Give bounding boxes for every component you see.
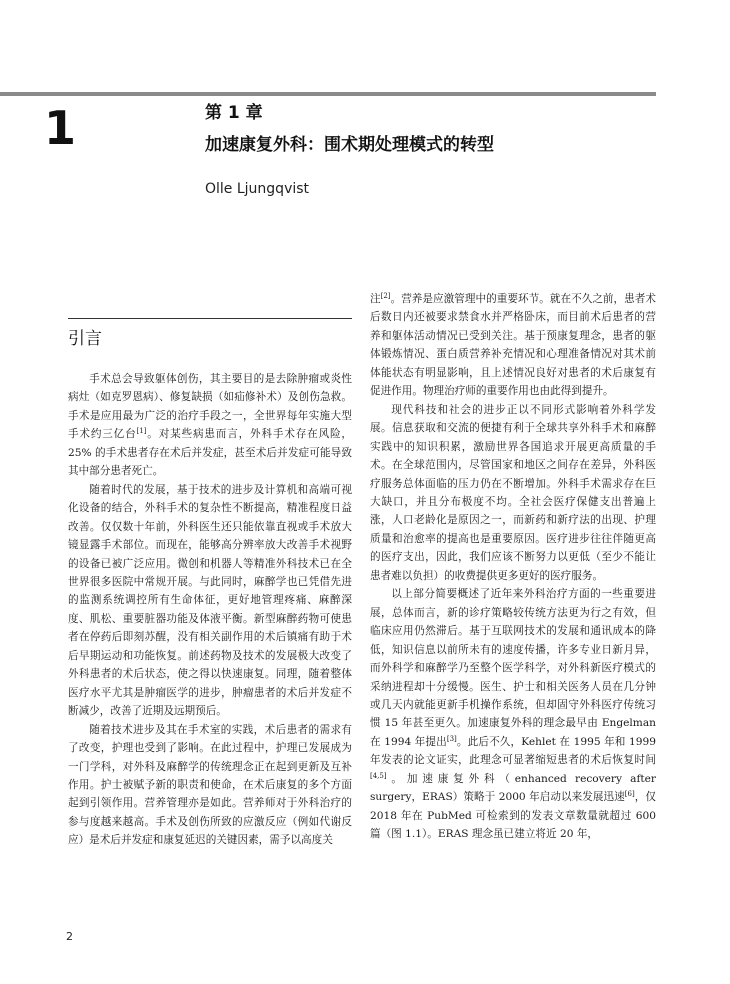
paragraph: 现代科技和社会的进步正以不同形式影响着外科学发展。信息获取和交流的便捷有利于全球共享外科手术和麻醉实践中的知识积累，激励世界各国追求开展更高质量的手术。在全球范围内，尽管国家和地区之间存在差异，外科医疗服务总体面临的压力仍在不断增加。外科手术需求存在巨大缺口，并且分布极度不均。全社会医疗保健支出普遍上涨，人口老龄化是原因之一，而新药和新疗法的出现、护理质量和治愈率的提高也是重要原因。医疗进步往往伴随更高的医疗支出，因此，我们应该不断努力以更低（至少不能让患者难以负担）的收费提供更多更好的医疗服务。: [370, 403, 656, 582]
left-column: [68, 318, 352, 850]
paragraph: 注[2]。营养是应激管理中的重要环节。就在不久之前，患者术后数日内还被要求禁食水并严格卧床，而目前术后患者的营养和躯体活动情况已受到关注。基于预康复理念，患者的躯体锻炼情况、蛋白质营养补充情况和心理准备情况对其术前体能状态有明显影响，且上述情况良好对患者的术后康复有促进作用。物理治疗师的重要作用也由此得到提升。: [370, 292, 657, 398]
chapter-title: 加速康复外科：围术期处理模式的转型: [205, 135, 494, 155]
paragraph: 手术总会导致躯体创伤，其主要目的是去除肿瘤或炎性病灶（如克罗恩病）、修复缺损（如疝修补术）及创伤急救。手术是应用最为广泛的治疗手段之一，全世界每年实施大型手术约三亿台[1]。对某些病患而言，外科手术存在风险，25% 的手术患者存在术后并发症，甚至术后并发症可能导致其中部分患者死亡。: [68, 373, 353, 478]
section-title: 引言: [68, 329, 102, 349]
citation: [2]: [380, 292, 391, 300]
page-number: 2: [66, 930, 73, 943]
paragraph: 随着技术进步及其在手术室的实践，术后患者的需求有了改变，护理也受到了影响。在此过程中，护理已发展成为一门学科，对外科及麻醉学的传统理念正在起到更新及互补作用。护士被赋予新的职责和使命，在术后康复的多个方面起到引领作用。营养管理亦是如此。营养师对于外科治疗的参与度越来越高。手术及创伤所致的应激反应（例如代谢反应）是术后并发症和康复延迟的关键因素，需予以高度关: [68, 723, 352, 847]
author-name: Olle Ljungqvist: [205, 181, 310, 197]
paragraph: 以上部分简要概述了近年来外科治疗方面的一些重要进展，总体而言，新的诊疗策略较传统方法更为行之有效，但临床应用仍然滞后。基于互联网技术的发展和通讯成本的降低，知识信息以前所未有的速度传播，许多专业日新月异，而外科学和麻醉学乃至整个医学科学，对外科新医疗模式的采纳进程却十分缓慢。医生、护士和相关医务人员在几分钟或几天内就能更新手机操作系统，但却固守外科医疗传统习惯 15 年甚至更久。加速康复外科的理念最早由 Engelman 在 1994 年提出[3]。此后不久，Kehlet 在 1995 年和 1999 年发表的论文证实，此理念可显著缩短患者的术后恢复时间[4,5]。加速康复外科（enhanced recovery after surgery，ERAS）策略于 2000 年启动以来发展迅速[6]，仅 2018 年在 PubMed 可检索到的发表文章数量就超过 600 篇（图 1.1）。ERAS 理念虽已建立将近 20 年，: [370, 588, 656, 841]
citation: [6]: [624, 790, 635, 799]
chapter-label: 第 1 章: [205, 103, 263, 123]
citation: [1]: [136, 427, 147, 436]
paragraph: 随着时代的发展，基于技术的进步及计算机和高端可视化设备的结合，外科手术的复杂性不断提高，精准程度日益改善。仅仅数十年前，外科医生还只能依靠直视或手术放大镜显露手术部位。而现在，能够高分辨率放大改善手术视野的设备已被广泛应用。微创和机器人等精准外科技术已在全世界很多医院中常规开展。与此同时，麻醉学也已凭借先进的监测系统调控所有生命体征，更好地管理疼痛、麻醉深度、肌松、重要脏器功能及体液平衡。新型麻醉药物可使患者在停药后即刻苏醒，没有相关副作用的术后镇痛有助于术后早期运动和功能恢复。前述药物及技术的发展极大改变了外科患者的术后状态，使之得以快速康复。同理，随着整体医疗水平尤其是肿瘤医学的进步，肿瘤患者的术后并发症不断减少，改善了近期及远期预后。: [68, 483, 352, 718]
section-rule: [68, 318, 352, 319]
citation: [3]: [446, 734, 457, 743]
chapter-number: 1: [44, 101, 77, 155]
citation: [4,5]: [370, 771, 387, 780]
header-rule: [0, 92, 656, 96]
right-column: [370, 290, 656, 844]
